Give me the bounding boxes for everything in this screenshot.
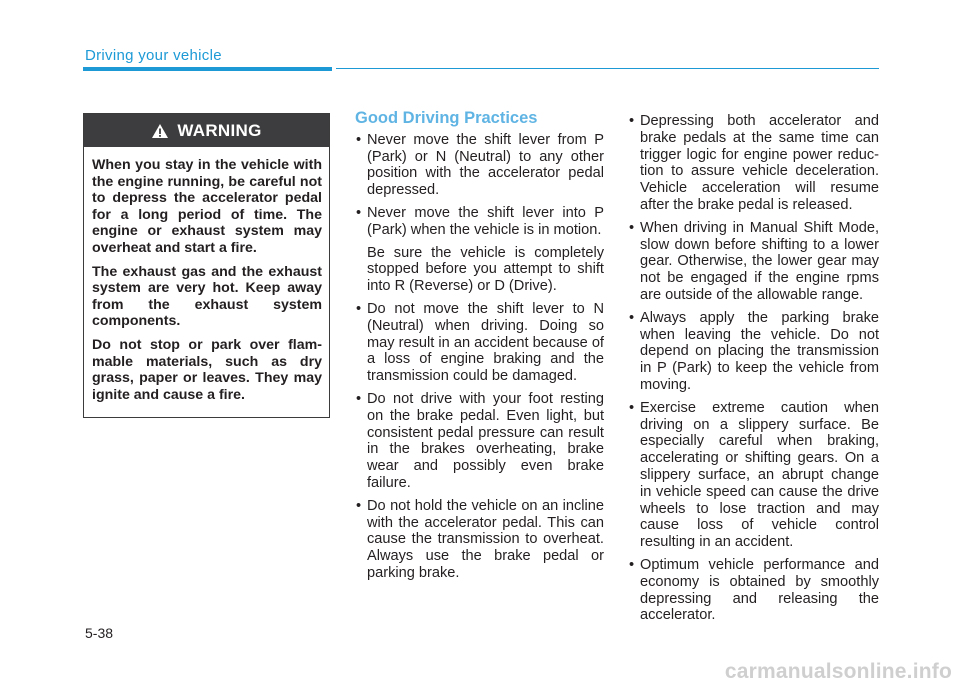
warning-triangle-icon bbox=[151, 123, 169, 139]
list-item: • Always apply the parking brake when leaving the vehicle. Do not depend on placing the transmission in P (Park) to keep the vehicle from moving. bbox=[629, 309, 879, 393]
warning-paragraph: Do not stop or park over flammable materials, such as dry grass, paper or leaves. They may ignite and cause a fire. bbox=[92, 336, 322, 403]
section-title: Driving your vehicle bbox=[85, 47, 222, 64]
header-rule-thin bbox=[336, 68, 879, 69]
middle-column bbox=[355, 110, 604, 588]
list-item: • Do not move the shift lever to N (Neutral) when driving. Doing so may result in an accident because of a loss of engine braking and the transmission could be damaged. bbox=[356, 300, 604, 385]
bullet-icon: • bbox=[356, 497, 362, 514]
list-item: • Optimum vehicle performance and economy is obtained by smoothly depressing and releasing the accelerator. bbox=[629, 556, 879, 624]
bullet-icon: • bbox=[356, 131, 362, 148]
warning-paragraph: The exhaust gas and the exhaust system are very hot. Keep away from the exhaust system components. bbox=[92, 263, 322, 330]
list-item: • Never move the shift lever into P (Park) when the vehicle is in motion. Be sure the vehicle is completely stopped before you attempt to shift into R (Reverse) or D (Drive). bbox=[356, 204, 604, 295]
warning-header bbox=[84, 114, 329, 147]
right-column bbox=[628, 113, 879, 630]
header-rule-thick bbox=[83, 67, 332, 71]
list-item: • Never move the shift lever from P (Park) or N (Neutral) to any other position with the accelerator pedal depressed. bbox=[356, 131, 604, 199]
list-item: • Do not hold the vehicle on an incline with the accelerator pedal. This can cause the transmission to overheat. Always use the brake pedal or parking brake. bbox=[356, 497, 604, 581]
list-item: • When driving in Manual Shift Mode, slow down before shifting to a lower gear. Otherwise, the lower gear may not be engaged if the engine rpms are outside of the allowable range. bbox=[629, 219, 879, 303]
bullet-icon: • bbox=[629, 399, 635, 416]
bullet-icon: • bbox=[356, 204, 362, 221]
list-item: • Exercise extreme caution when driving on a slippery surface. Be especially careful when braking, accelerating or shifting gears. On a slippery surface, an abrupt change in vehicle speed can cause the drive wheels to lose traction and may cause loss of vehicle control resulting in an accident. bbox=[629, 399, 879, 551]
practices-list-left bbox=[355, 132, 604, 582]
bullet-icon: • bbox=[356, 300, 362, 317]
bullet-icon: • bbox=[629, 309, 635, 326]
section-heading: Good Driving Practices bbox=[355, 109, 538, 127]
bullet-icon: • bbox=[629, 556, 635, 573]
page-number: 5-38 bbox=[85, 625, 114, 641]
practices-list-right bbox=[628, 113, 879, 624]
warning-paragraph: When you stay in the vehicle with the engine running, be careful not to depress the accelerator pedal for a long period of time. The engine or exhaust system may overheat and start a fire. bbox=[92, 157, 322, 256]
bullet-icon: • bbox=[629, 113, 635, 129]
watermark: carmanualsonline.info bbox=[724, 660, 952, 683]
bullet-icon: • bbox=[356, 390, 362, 407]
warning-label: WARNING bbox=[177, 120, 262, 140]
warning-body bbox=[84, 147, 329, 403]
bullet-icon: • bbox=[629, 219, 635, 236]
warning-box bbox=[83, 113, 330, 418]
list-item: • Depressing both accelerator and brake pedals at the same time can trigger logic for engine power reduction to assure vehicle deceleration. Vehicle acceleration will resume after the brake pedal is released. bbox=[629, 113, 879, 213]
list-item: • Do not drive with your foot resting on the brake pedal. Even light, but consistent pedal pressure can result in the brakes overheating, brake wear and possibly even brake failure. bbox=[356, 390, 604, 491]
